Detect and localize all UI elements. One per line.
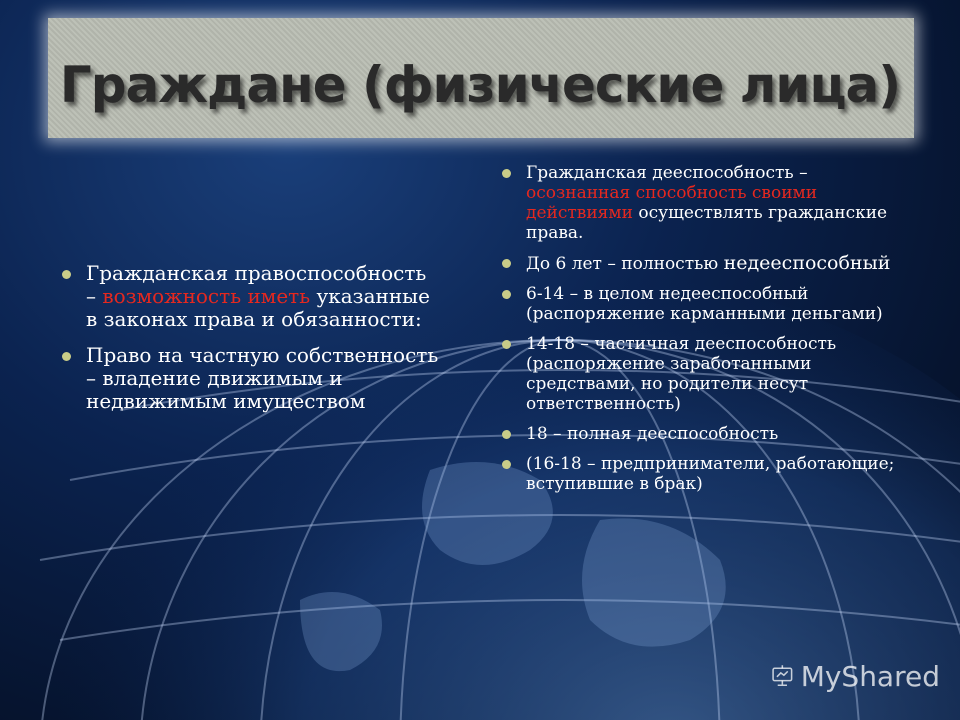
item-text: 14-18 – частичная дееспособность (распоряжение заработанными средствами, но родители несут ответственность) <box>526 334 837 414</box>
item-text: недееспособный <box>723 252 891 274</box>
item-text: Гражданская дееспособность – <box>526 163 808 183</box>
list-item <box>500 454 900 494</box>
list-item <box>500 163 900 243</box>
myshared-watermark <box>770 656 940 696</box>
item-text: 18 – полная дееспособность <box>526 424 779 444</box>
highlight-text: осознанная способность своими действиями <box>526 183 818 223</box>
item-text: осуществлять гражданские права. <box>526 203 888 243</box>
item-text: До 6 лет – полностью <box>526 254 724 274</box>
left-bullet-list <box>60 262 440 426</box>
list-item <box>500 334 900 414</box>
list-item <box>60 262 440 331</box>
highlight-text: возможность иметь <box>102 284 311 308</box>
list-item <box>500 284 900 324</box>
list-item <box>60 344 440 413</box>
slide-title: Граждане (физические лица) <box>59 56 901 114</box>
item-text: Гражданская правоспособность – <box>86 261 427 308</box>
item-text: (16-18 – предприниматели, работающие; вступившие в брак) <box>526 454 895 494</box>
right-bullet-list <box>500 163 900 504</box>
item-text: 6-14 – в целом недееспособный (распоряжение карманными деньгами) <box>526 284 883 324</box>
item-text: Право на частную собственность – владение движимым и недвижимым имуществом <box>86 343 439 413</box>
presentation-board-icon <box>770 660 795 692</box>
list-item <box>500 253 900 274</box>
item-text: указанные в законах права и обязанности: <box>86 284 430 331</box>
watermark-text: MyShared <box>800 659 940 693</box>
list-item <box>500 424 900 444</box>
